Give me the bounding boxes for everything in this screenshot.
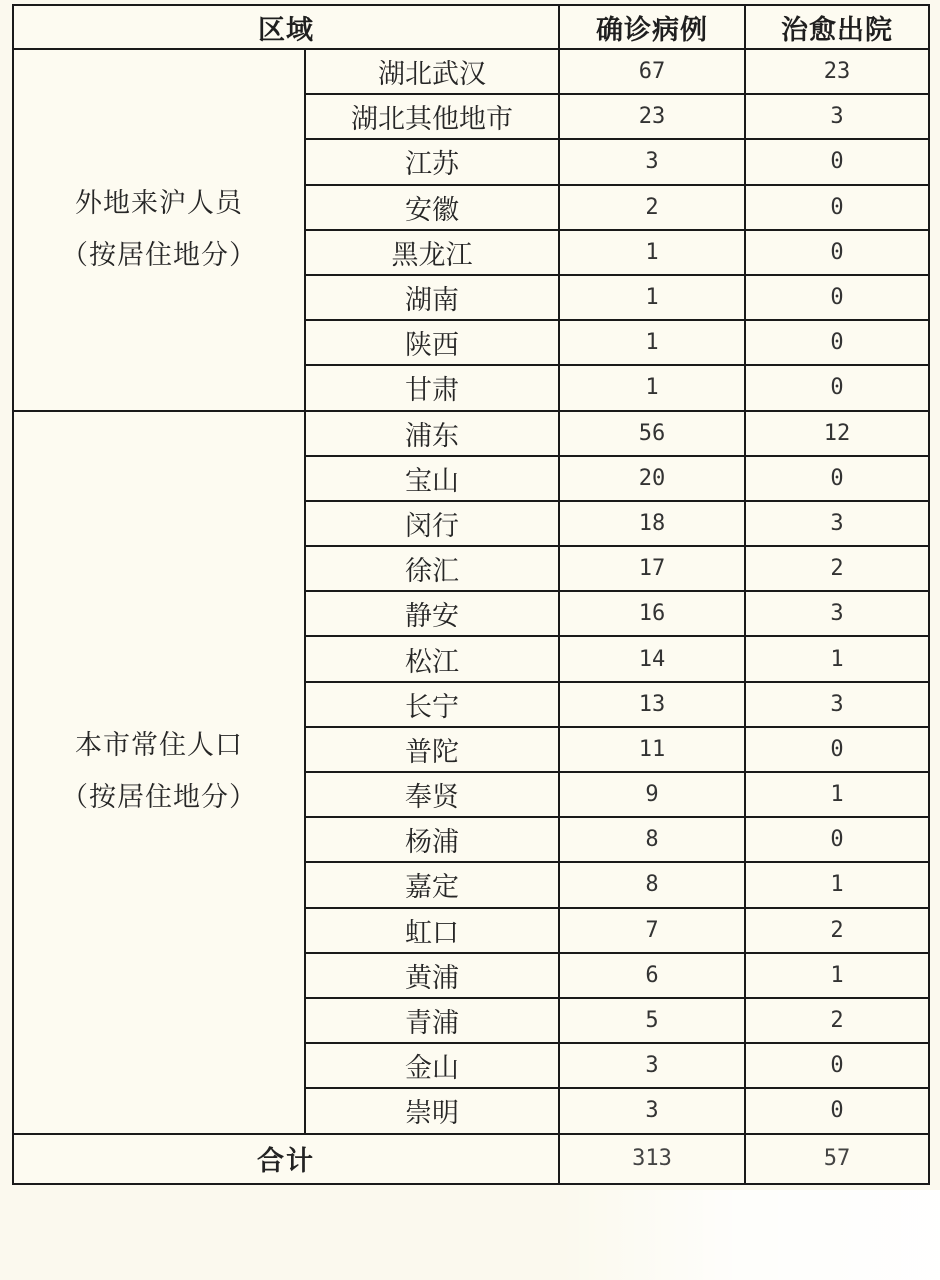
confirmed-count-cell: 9 — [559, 772, 745, 817]
region-name-cell: 黄浦 — [305, 953, 559, 998]
confirmed-count-cell: 1 — [559, 320, 745, 365]
confirmed-count-cell: 23 — [559, 94, 745, 139]
region-name-cell: 奉贤 — [305, 772, 559, 817]
recovered-count-cell: 0 — [745, 320, 929, 365]
region-name-cell: 嘉定 — [305, 862, 559, 907]
group-label-line2: （按居住地分） — [61, 782, 257, 813]
confirmed-count-cell: 2 — [559, 185, 745, 230]
region-name-cell: 湖北其他地市 — [305, 94, 559, 139]
region-name-cell: 湖北武汉 — [305, 49, 559, 94]
recovered-count-cell: 0 — [745, 139, 929, 184]
confirmed-count-cell: 1 — [559, 230, 745, 275]
recovered-count-cell: 0 — [745, 727, 929, 772]
recovered-count-cell: 0 — [745, 817, 929, 862]
region-name-cell: 金山 — [305, 1043, 559, 1088]
recovered-count-cell: 12 — [745, 411, 929, 456]
region-name-cell: 安徽 — [305, 185, 559, 230]
recovered-count-cell: 0 — [745, 456, 929, 501]
region-name-cell: 松江 — [305, 636, 559, 681]
region-name-cell: 青浦 — [305, 998, 559, 1043]
total-confirmed: 313 — [559, 1134, 745, 1184]
region-name-cell: 陕西 — [305, 320, 559, 365]
watermark-fade — [560, 1190, 940, 1280]
confirmed-count-cell: 6 — [559, 953, 745, 998]
header-recovered: 治愈出院 — [745, 5, 929, 49]
recovered-count-cell: 1 — [745, 953, 929, 998]
recovered-count-cell: 3 — [745, 501, 929, 546]
confirmed-count-cell: 11 — [559, 727, 745, 772]
confirmed-count-cell: 1 — [559, 275, 745, 320]
region-name-cell: 宝山 — [305, 456, 559, 501]
confirmed-count-cell: 14 — [559, 636, 745, 681]
recovered-count-cell: 23 — [745, 49, 929, 94]
region-name-cell: 闵行 — [305, 501, 559, 546]
recovered-count-cell: 2 — [745, 998, 929, 1043]
recovered-count-cell: 0 — [745, 230, 929, 275]
region-name-cell: 徐汇 — [305, 546, 559, 591]
recovered-count-cell: 2 — [745, 908, 929, 953]
recovered-count-cell: 1 — [745, 636, 929, 681]
confirmed-count-cell: 3 — [559, 1088, 745, 1133]
group-label-line2: （按居住地分） — [61, 239, 257, 271]
confirmed-count-cell: 5 — [559, 998, 745, 1043]
header-region: 区域 — [13, 5, 559, 49]
total-row — [13, 1134, 929, 1184]
region-name-cell: 黑龙江 — [305, 230, 559, 275]
confirmed-count-cell: 56 — [559, 411, 745, 456]
confirmed-count-cell: 16 — [559, 591, 745, 636]
region-name-cell: 甘肃 — [305, 365, 559, 410]
group-label-line1: 外地来沪人员 — [75, 187, 243, 219]
confirmed-count-cell: 8 — [559, 862, 745, 907]
recovered-count-cell: 3 — [745, 682, 929, 727]
case-statistics-table — [12, 4, 930, 1185]
total-recovered: 57 — [745, 1134, 929, 1184]
recovered-count-cell: 1 — [745, 772, 929, 817]
confirmed-count-cell: 20 — [559, 456, 745, 501]
recovered-count-cell: 0 — [745, 365, 929, 410]
recovered-count-cell: 0 — [745, 1088, 929, 1133]
group-label-cell — [13, 49, 305, 411]
table-row — [13, 411, 929, 456]
region-name-cell: 湖南 — [305, 275, 559, 320]
header-confirmed: 确诊病例 — [559, 5, 745, 49]
region-name-cell: 长宁 — [305, 682, 559, 727]
group-label-line1: 本市常住人口 — [75, 730, 243, 761]
recovered-count-cell: 0 — [745, 185, 929, 230]
total-label: 合计 — [13, 1134, 559, 1184]
recovered-count-cell: 1 — [745, 862, 929, 907]
confirmed-count-cell: 1 — [559, 365, 745, 410]
confirmed-count-cell: 67 — [559, 49, 745, 94]
group-label-cell — [13, 411, 305, 1134]
header-row — [13, 5, 929, 49]
region-name-cell: 江苏 — [305, 139, 559, 184]
confirmed-count-cell: 3 — [559, 1043, 745, 1088]
region-name-cell: 崇明 — [305, 1088, 559, 1133]
confirmed-count-cell: 13 — [559, 682, 745, 727]
region-name-cell: 静安 — [305, 591, 559, 636]
recovered-count-cell: 0 — [745, 275, 929, 320]
table-row — [13, 49, 929, 94]
recovered-count-cell: 2 — [745, 546, 929, 591]
region-name-cell: 杨浦 — [305, 817, 559, 862]
confirmed-count-cell: 18 — [559, 501, 745, 546]
table-body — [13, 49, 929, 1134]
confirmed-count-cell: 17 — [559, 546, 745, 591]
region-name-cell: 虹口 — [305, 908, 559, 953]
confirmed-count-cell: 8 — [559, 817, 745, 862]
recovered-count-cell: 0 — [745, 1043, 929, 1088]
region-name-cell: 浦东 — [305, 411, 559, 456]
confirmed-count-cell: 7 — [559, 908, 745, 953]
region-name-cell: 普陀 — [305, 727, 559, 772]
recovered-count-cell: 3 — [745, 591, 929, 636]
confirmed-count-cell: 3 — [559, 139, 745, 184]
recovered-count-cell: 3 — [745, 94, 929, 139]
